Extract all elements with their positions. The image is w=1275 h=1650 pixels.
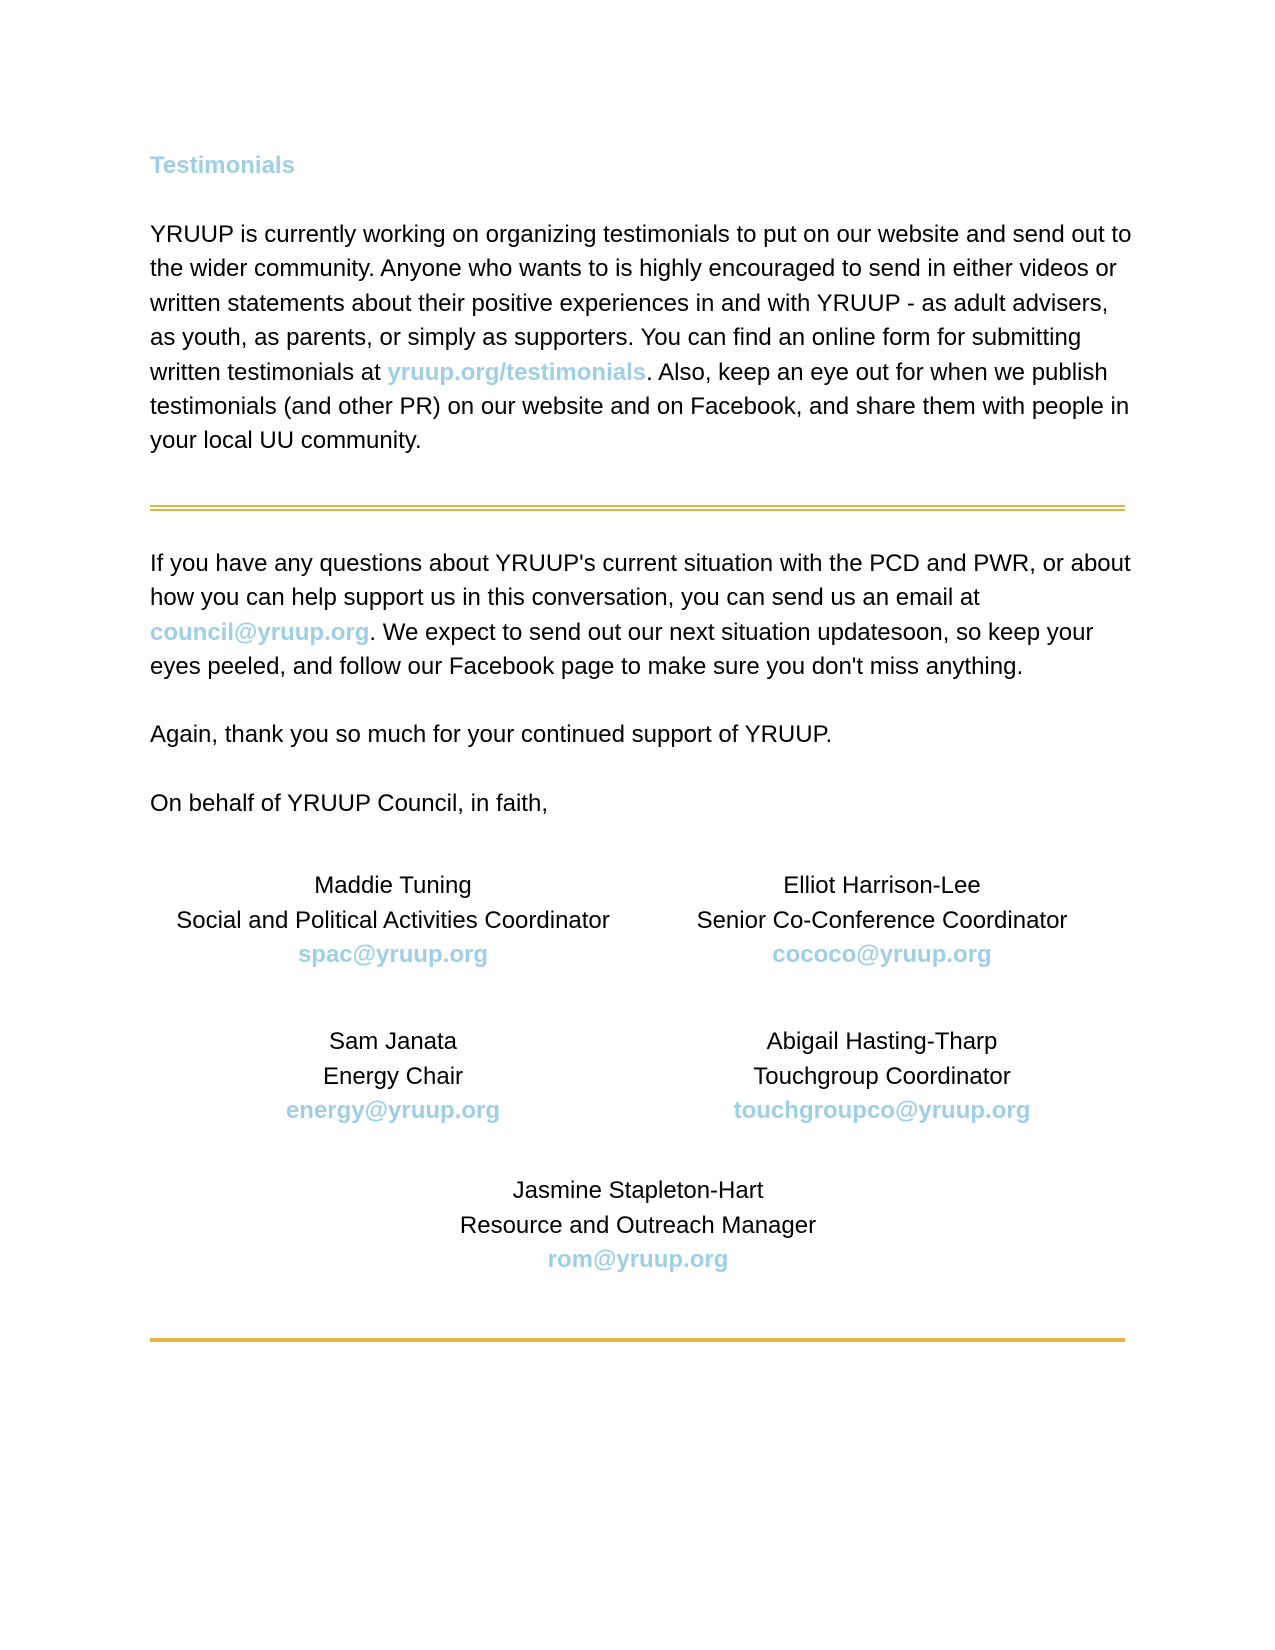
testimonials-text-after: . Also, keep an eye out for when we publish testimonials (and other PR) on our website and on Facebook, and share them with people in your local UU community. xyxy=(150,358,1130,455)
closing-line: On behalf of YRUUP Council, in faith, xyxy=(150,790,548,817)
signatory-email-link[interactable]: touchgroupco@yruup.org xyxy=(733,1097,1031,1125)
signatory-role: Senior Co-Conference Coordinator xyxy=(696,906,1068,934)
signatory-role: Touchgroup Coordinator xyxy=(753,1062,1011,1090)
testimonials-paragraph xyxy=(150,218,1140,459)
signatory-email-link[interactable]: cococo@yruup.org xyxy=(772,941,992,969)
signatory-block xyxy=(153,869,633,973)
signatory-name: Sam Janata xyxy=(328,1028,458,1055)
double-divider xyxy=(150,505,1125,511)
signatory-block xyxy=(398,1174,878,1278)
testimonials-text-before: YRUUP is currently working on organizing testimonials to put on our website and send out to the wider community. Anyone who wants to is highly encouraged to send in either videos or written statements about their positive experiences in and with YRUUP - as adult advisers, as youth, as parents, or simply as supporters. You can find an online form for submitting written testimonials at xyxy=(150,221,1132,386)
council-email-link[interactable]: council@yruup.org xyxy=(150,618,370,646)
testimonials-heading: Testimonials xyxy=(150,152,295,179)
signatory-role: Social and Political Activities Coordinator xyxy=(176,906,610,934)
signatory-name: Jasmine Stapleton-Hart xyxy=(512,1177,764,1204)
signatory-name: Elliot Harrison-Lee xyxy=(783,872,981,899)
signatory-block xyxy=(153,1025,633,1129)
signatory-block xyxy=(642,869,1122,973)
questions-text-after: . We expect to send out our next situation updatesoon, so keep your eyes peeled, and follow our Facebook page to make sure you don't miss anything. xyxy=(150,618,1094,681)
questions-paragraph xyxy=(150,547,1140,685)
testimonials-link[interactable]: yruup.org/testimonials xyxy=(387,358,647,386)
signatory-name: Maddie Tuning xyxy=(314,872,472,899)
signatory-role: Energy Chair xyxy=(322,1062,464,1090)
signatory-email-link[interactable]: rom@yruup.org xyxy=(547,1246,729,1274)
questions-text-before: If you have any questions about YRUUP's current situation with the PCD and PWR, or about how you can help support us in this conversation, you can send us an email at xyxy=(150,550,1131,612)
signatory-role: Resource and Outreach Manager xyxy=(459,1211,817,1239)
signatory-block xyxy=(642,1025,1122,1129)
bottom-divider xyxy=(150,1338,1125,1342)
signatory-email-link[interactable]: energy@yruup.org xyxy=(285,1097,501,1125)
thanks-paragraph: Again, thank you so much for your continued support of YRUUP. xyxy=(150,721,833,748)
signatory-name: Abigail Hasting-Tharp xyxy=(766,1028,998,1055)
signatory-email-link[interactable]: spac@yruup.org xyxy=(297,941,489,969)
